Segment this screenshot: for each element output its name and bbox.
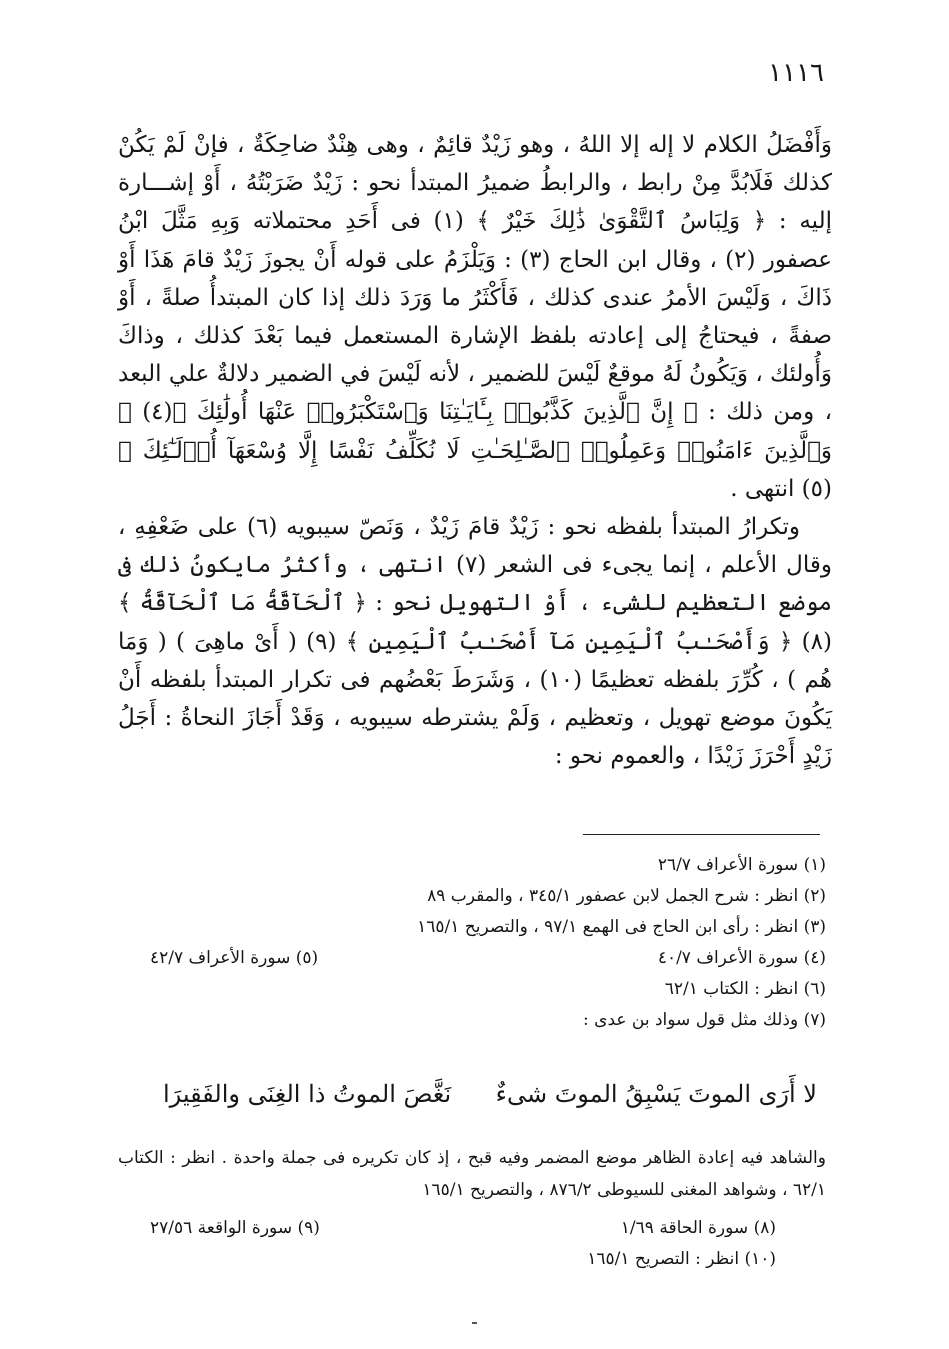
footnote-row-8-9 [150,1213,776,1244]
footnote-7: (٧) وذلك مثل قول سواد بن عدى : [583,1010,826,1030]
footnote-row-4-5 [150,943,826,974]
footnote-3: (٣) انظر : رأى ابن الحاج فى الهمع ٩٧/١ ، والتصريح ١٦٥/١ [417,917,826,937]
poem-first-hemistich: لا أَرَى الموتَ يَسْبِقُ الموتَ شىءٌ [495,1080,817,1108]
poem-verse [163,1080,817,1108]
footnote-1: (١) سورة الأعراف ٢٦/٧ [657,855,826,875]
footnote-4: (٤) سورة الأعراف ٤٠/٧ [657,948,826,968]
page-bottom-mark [472,1322,477,1324]
footnote-divider [583,834,820,835]
main-text [118,126,832,775]
page-number: ١١١٦ [768,58,824,88]
footnotes-continued [150,1213,776,1275]
footnote-6: (٦) انظر : الكتاب ٦٢/١ [664,979,826,999]
footnotes [150,850,826,1036]
footnote-7-commentary: والشاهد فيه إعادة الظاهر موضع المضمر وفيه قبح ، إذ كان تكريره فى جملة واحدة . انظر : الكتاب ٦٢/١ ، وشواهد المغنى للسيوطى ٨٧٦/٢ ، والتصريح ١٦٥/١ [118,1148,826,1200]
paragraph-1: وَأَفْضَلُ الكلام لا إله إلا اللهُ ، وهو زَيْدٌ قائِمٌ ، وهى هِنْدٌ ضاحِكَةٌ ، فإنْ لَمْ يَكُنْ كذلك فَلَابُدَّ مِنْ رابط ، والرابطُ ضميرُ المبتدأ نحو : زَيْدٌ ضَرَبْتُهُ ، أَوْ إشـــارة إليه : ﴿ وَلِبَاسُ ٱلتَّقْوَىٰ ذَٰلِكَ خَيْرٌ ﴾ (١) فى أَحَدِ محتملاته وَبِهِ مَثَّلَ ابْنُ عصفور (٢) ، وقال ابن الحاج (٣) : وَيَلْزَمُ على قوله أَنْ يجوزَ زَيْدٌ قامَ هَذَا أَوْ ذَاكَ ، وَلَيْسَ الأمرُ عندى كذلك ، فَأَكْثَرُ ما وَرَدَ ذلك إذا كان المبتدأُ صلةً ، أَوْ صفةً ، فيحتاجُ إلى إعادته بلفظ الإشارة المستعمل فيما بَعْدَ كذلك ، وذاكَ وَأُولئك ، وَيَكُونُ لَهُ موقعٌ لَيْسَ للضمير ، لأنه لَيْسَ في الضمير دلالةٌ علي البعد ، ومن ذلك : ﴿ إِنَّ ٱلَّذِينَ كَذَّبُوا۟ بِـَٔايَـٰتِنَا وَٱسْتَكْبَرُوا۟ عَنْهَا أُولَٰئِكَ ﴾(٤) ﴿ وَٱلَّذِينَ ءَامَنُوا۟ وَعَمِلُوا۟ ٱلصَّـٰلِحَـٰتِ لَا نُكَلِّفُ نَفْسًا إِلَّا وُسْعَهَآ أُو۟لَـٰٓئِكَ ﴾ (٥) انتهى . [118,132,832,502]
footnote-10: (١٠) انظر : التصريح ١٦٥/١ [587,1249,776,1269]
footnote-5: (٥) سورة الأعراف ٤٢/٧ [150,948,319,968]
paragraph-2: وتكرارُ المبتدأ بلفظه نحو : زَيْدٌ قامَ زَيْدٌ ، وَنَصّ سيبويه (٦) على ضَعْفِهِ ، وقال الأعلم ، إنما يجىء فى الشعر (٧) انتهى ، وأكثرُ مايكونُ ذلك فى موضع التعظيم للشىء ، أَوْ التهويل نحو : ﴿ ٱلْحَآقَّةُ مَا ٱلْحَآقَّةُ ﴾ (٨) ﴿ وَأَصْحَـٰبُ ٱلْيَمِينِ مَآ أَصْحَـٰبُ ٱلْيَمِينِ ﴾ (٩) ( أَىْ ماهِىَ ) ( وَمَا هُم ) ، كُرِّرَ بلفظه تعظيمًا (١٠) ، وَشَرَطَ بَعْضُهم فى تكرار المبتدأ بلفظه أَنْ يَكُونَ موضع تهويل ، وتعظيم ، وَلَمْ يشترطه سيبويه ، وَقَدْ أَجَازَ النحاةُ : أَجَلُ زَيْدٍ أَحْرَزَ زَيْدًا ، والعموم نحو : [118,514,832,770]
footnote-2: (٢) انظر : شرح الجمل لابن عصفور ٣٤٥/١ ، والمقرب ٨٩ [427,886,826,906]
footnote-8: (٨) سورة الحاقة ١/٦٩ [620,1218,776,1238]
footnote-9: (٩) سورة الواقعة ٢٧/٥٦ [150,1218,320,1238]
poem-second-hemistich: نَغَّصَ الموتُ ذا الغِنَى والفَقِيرَا [163,1080,452,1108]
